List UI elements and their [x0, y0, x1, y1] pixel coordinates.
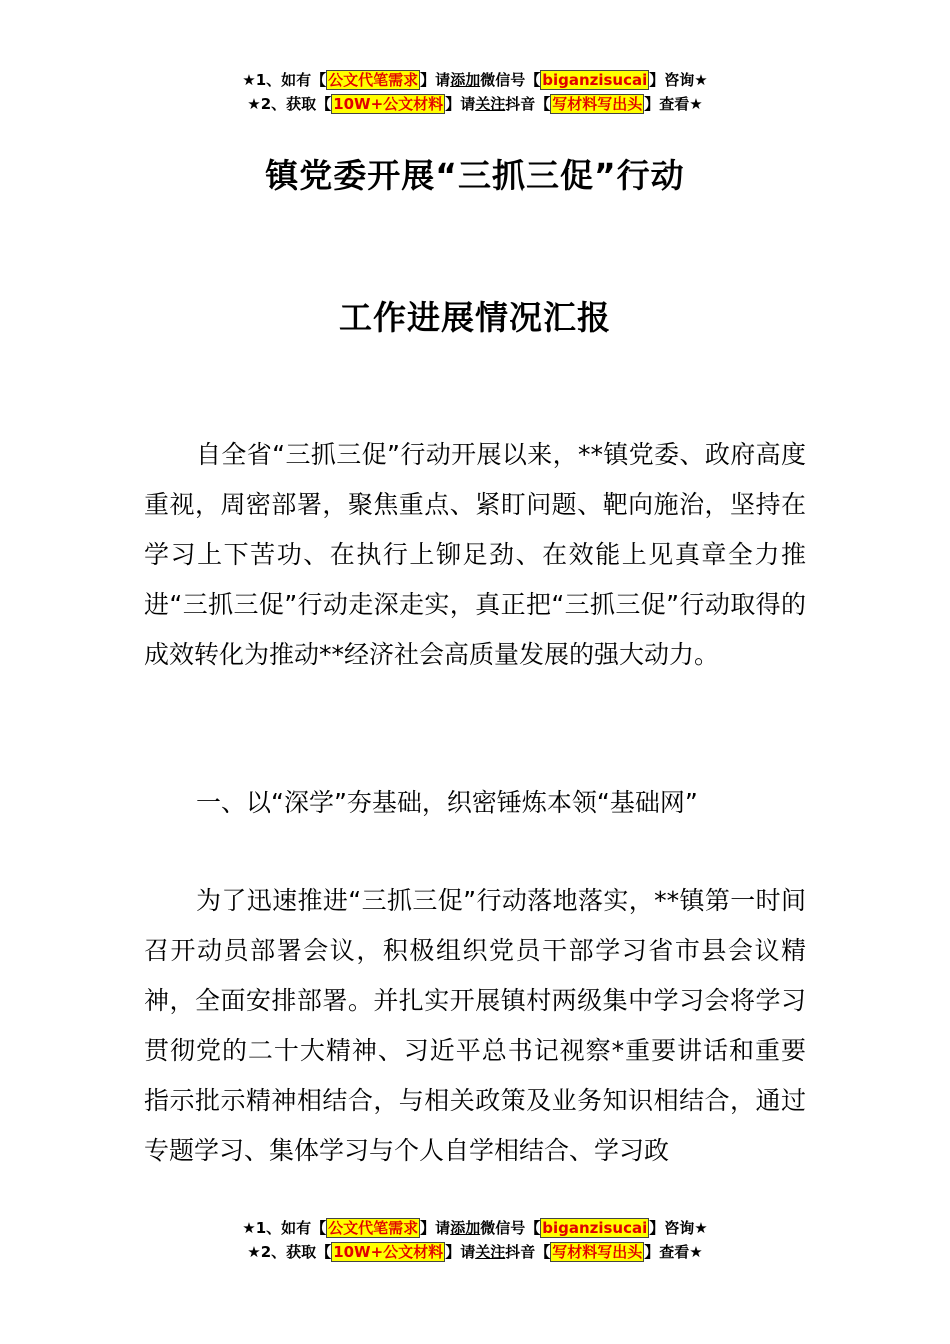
notice-highlight: biganzisucai — [542, 71, 648, 89]
notice-text: 微信号【 — [480, 71, 541, 89]
notice-text: 抖音【 — [505, 1243, 551, 1261]
notice-highlight: 公文代笔需求 — [328, 71, 419, 89]
notice-text: 】请 — [420, 1219, 451, 1237]
notice-text: 】咨询★ — [649, 71, 708, 89]
notice-highlight: 写材料写出头 — [552, 1243, 643, 1261]
body-paragraph-1: 自全省“三抓三促”行动开展以来，**镇党委、政府高度重视，周密部署，聚焦重点、紧盯问题、靶向施治，坚持在学习上下苦功、在执行上铆足劲、在效能上见真章全力推进“三抓三促”行动走深走实，真正把“三抓三促”行动取得的成效转化为推动**经济社会高质量发展的强大动力。 — [144, 440, 806, 669]
notice-text: 】咨询★ — [649, 1219, 708, 1237]
notice-highlight: 写材料写出头 — [552, 95, 643, 113]
notice-underline: 关注 — [475, 1243, 506, 1261]
notice-highlight: biganzisucai — [542, 1219, 648, 1237]
notice-text: 抖音【 — [505, 95, 551, 113]
document-title-line-1: 镇党委开展“三抓三促”行动 — [265, 156, 685, 195]
notice-line-1 — [0, 68, 950, 92]
notice-text: 】查看★ — [644, 1243, 703, 1261]
notice-text: ★2、获取【 — [247, 1243, 332, 1261]
notice-underline: 添加 — [450, 1219, 481, 1237]
document-title-line-2: 工作进展情况汇报 — [339, 298, 611, 337]
header-notice — [0, 68, 950, 116]
notice-text: 】请 — [445, 95, 476, 113]
notice-text: 微信号【 — [480, 1219, 541, 1237]
notice-highlight: 公文代笔需求 — [328, 1219, 419, 1237]
section-heading-1: 一、以“深学”夯基础，织密锤炼本领“基础网” — [196, 788, 698, 817]
notice-text: ★1、如有【 — [242, 1219, 327, 1237]
notice-text: 】查看★ — [644, 95, 703, 113]
notice-text: 】请 — [420, 71, 451, 89]
notice-text: ★2、获取【 — [247, 95, 332, 113]
notice-line-1 — [0, 1216, 950, 1240]
notice-line-2 — [0, 1240, 950, 1264]
body-paragraph-2: 为了迅速推进“三抓三促”行动落地落实，**镇第一时间召开动员部署会议，积极组织党员干部学习省市县会议精神，全面安排部署。并扎实开展镇村两级集中学习会将学习贯彻党的二十大精神、习近平总书记视察*重要讲话和重要指示批示精神相结合，与相关政策及业务知识相结合，通过专题学习、集体学习与个人自学相结合、学习政 — [144, 886, 806, 1165]
notice-underline: 添加 — [450, 71, 481, 89]
notice-highlight: 10W+公文材料 — [333, 1243, 444, 1261]
notice-highlight: 10W+公文材料 — [333, 95, 444, 113]
notice-text: ★1、如有【 — [242, 71, 327, 89]
notice-underline: 关注 — [475, 95, 506, 113]
footer-notice — [0, 1216, 950, 1264]
notice-line-2 — [0, 92, 950, 116]
notice-text: 】请 — [445, 1243, 476, 1261]
